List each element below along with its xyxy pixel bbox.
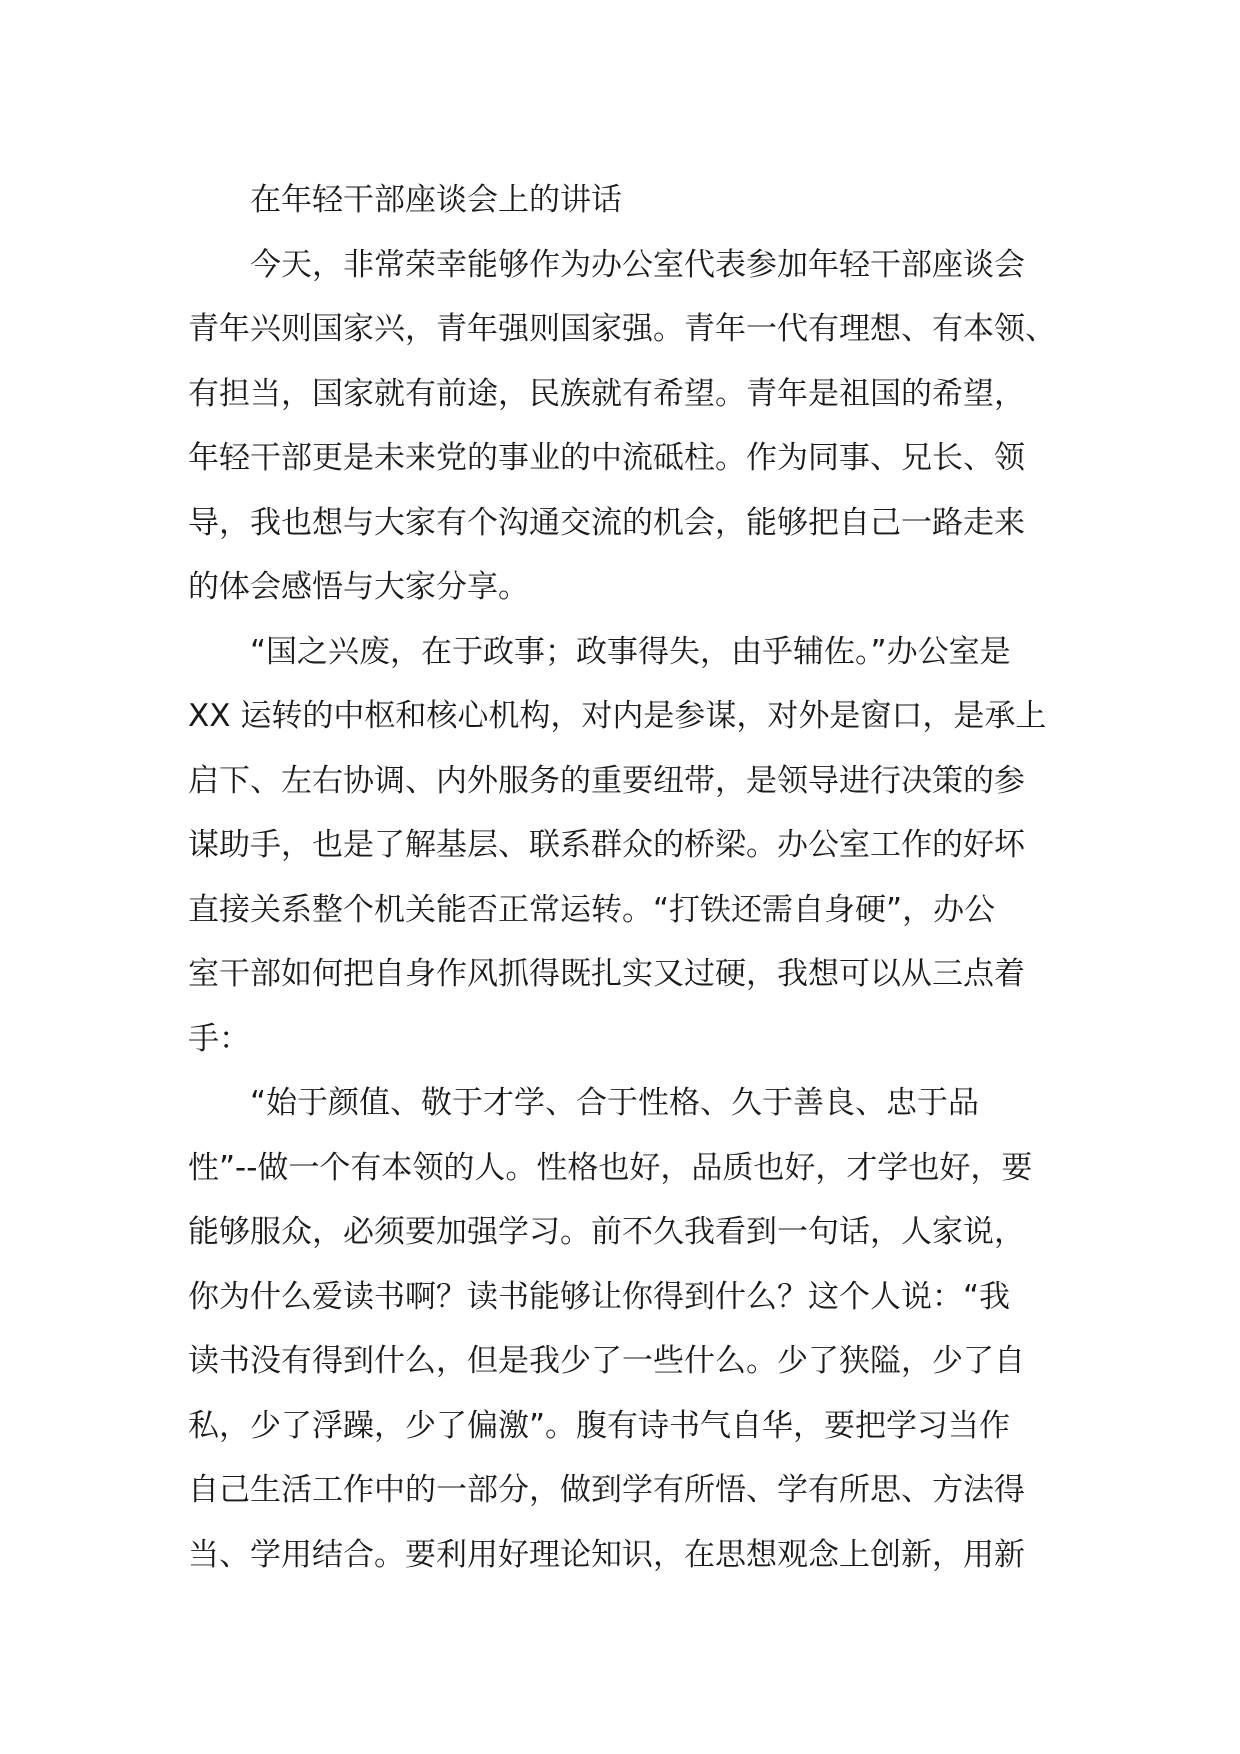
- paragraph-2-line-2: XX 运转的中枢和核心机构，对内是参谋，对外是窗口，是承上: [188, 698, 1047, 734]
- paragraph-1-line-4: 年轻干部更是未来党的事业的中流砥柱。作为同事、兄长、领: [188, 440, 1025, 476]
- paragraph-3-line-6: 私，少了浮躁，少了偏激”。腹有诗书气自华，要把学习当作: [188, 1407, 1011, 1444]
- paragraph-2-line-3: 启下、左右协调、内外服务的重要纽带，是领导进行决策的参: [188, 762, 1025, 799]
- paragraph-3-line-4: 你为什么爱读书啊？读书能够让你得到什么？这个人说：“我: [188, 1278, 1011, 1315]
- paragraph-3-line-8: 当、学用结合。要利用好理论知识，在思想观念上创新，用新: [188, 1536, 1025, 1573]
- paragraph-2-line-5: 直接关系整个机关能否正常运转。“打铁还需自身硬”，办公: [188, 891, 996, 928]
- paragraph-2-line-1: “国之兴废，在于政事；政事得失，由乎辅佐。”办公室是: [250, 633, 1011, 670]
- paragraph-3-line-1: “始于颜值、敬于才学、合于性格、久于善良、忠于品: [250, 1085, 980, 1121]
- paragraph-1-line-3: 有担当，国家就有前途，民族就有希望。青年是祖国的希望，: [188, 375, 1025, 412]
- paragraph-3-line-3: 能够服众，必须要加强学习。前不久我看到一句话，人家说，: [188, 1214, 1025, 1250]
- paragraph-3-line-2: 性”--做一个有本领的人。性格也好，品质也好，才学也好，要: [188, 1149, 1033, 1186]
- document-title: 在年轻干部座谈会上的讲话: [250, 182, 622, 218]
- paragraph-1-line-5: 导，我也想与大家有个沟通交流的机会，能够把自己一路走来: [188, 504, 1025, 541]
- paragraph-1-line-6: 的体会感悟与大家分享。: [188, 569, 529, 605]
- paragraph-2-line-4: 谋助手，也是了解基层、联系群众的桥梁。办公室工作的好坏: [188, 827, 1025, 863]
- paragraph-3-line-5: 读书没有得到什么，但是我少了一些什么。少了狭隘，少了自: [188, 1343, 1025, 1379]
- paragraph-2-line-6: 室干部如何把自身作风抓得既扎实又过硬，我想可以从三点着: [188, 956, 1025, 992]
- paragraph-1-line-2: 青年兴则国家兴，青年强则国家强。青年一代有理想、有本领、: [188, 311, 1056, 347]
- paragraph-1-line-1: 今天，非常荣幸能够作为办公室代表参加年轻干部座谈会: [250, 246, 1025, 283]
- document-body: [188, 168, 1068, 1587]
- paragraph-2-line-7: 手：: [188, 1020, 250, 1057]
- paragraph-3-line-7: 自己生活工作中的一部分，做到学有所悟、学有所思、方法得: [188, 1472, 1025, 1508]
